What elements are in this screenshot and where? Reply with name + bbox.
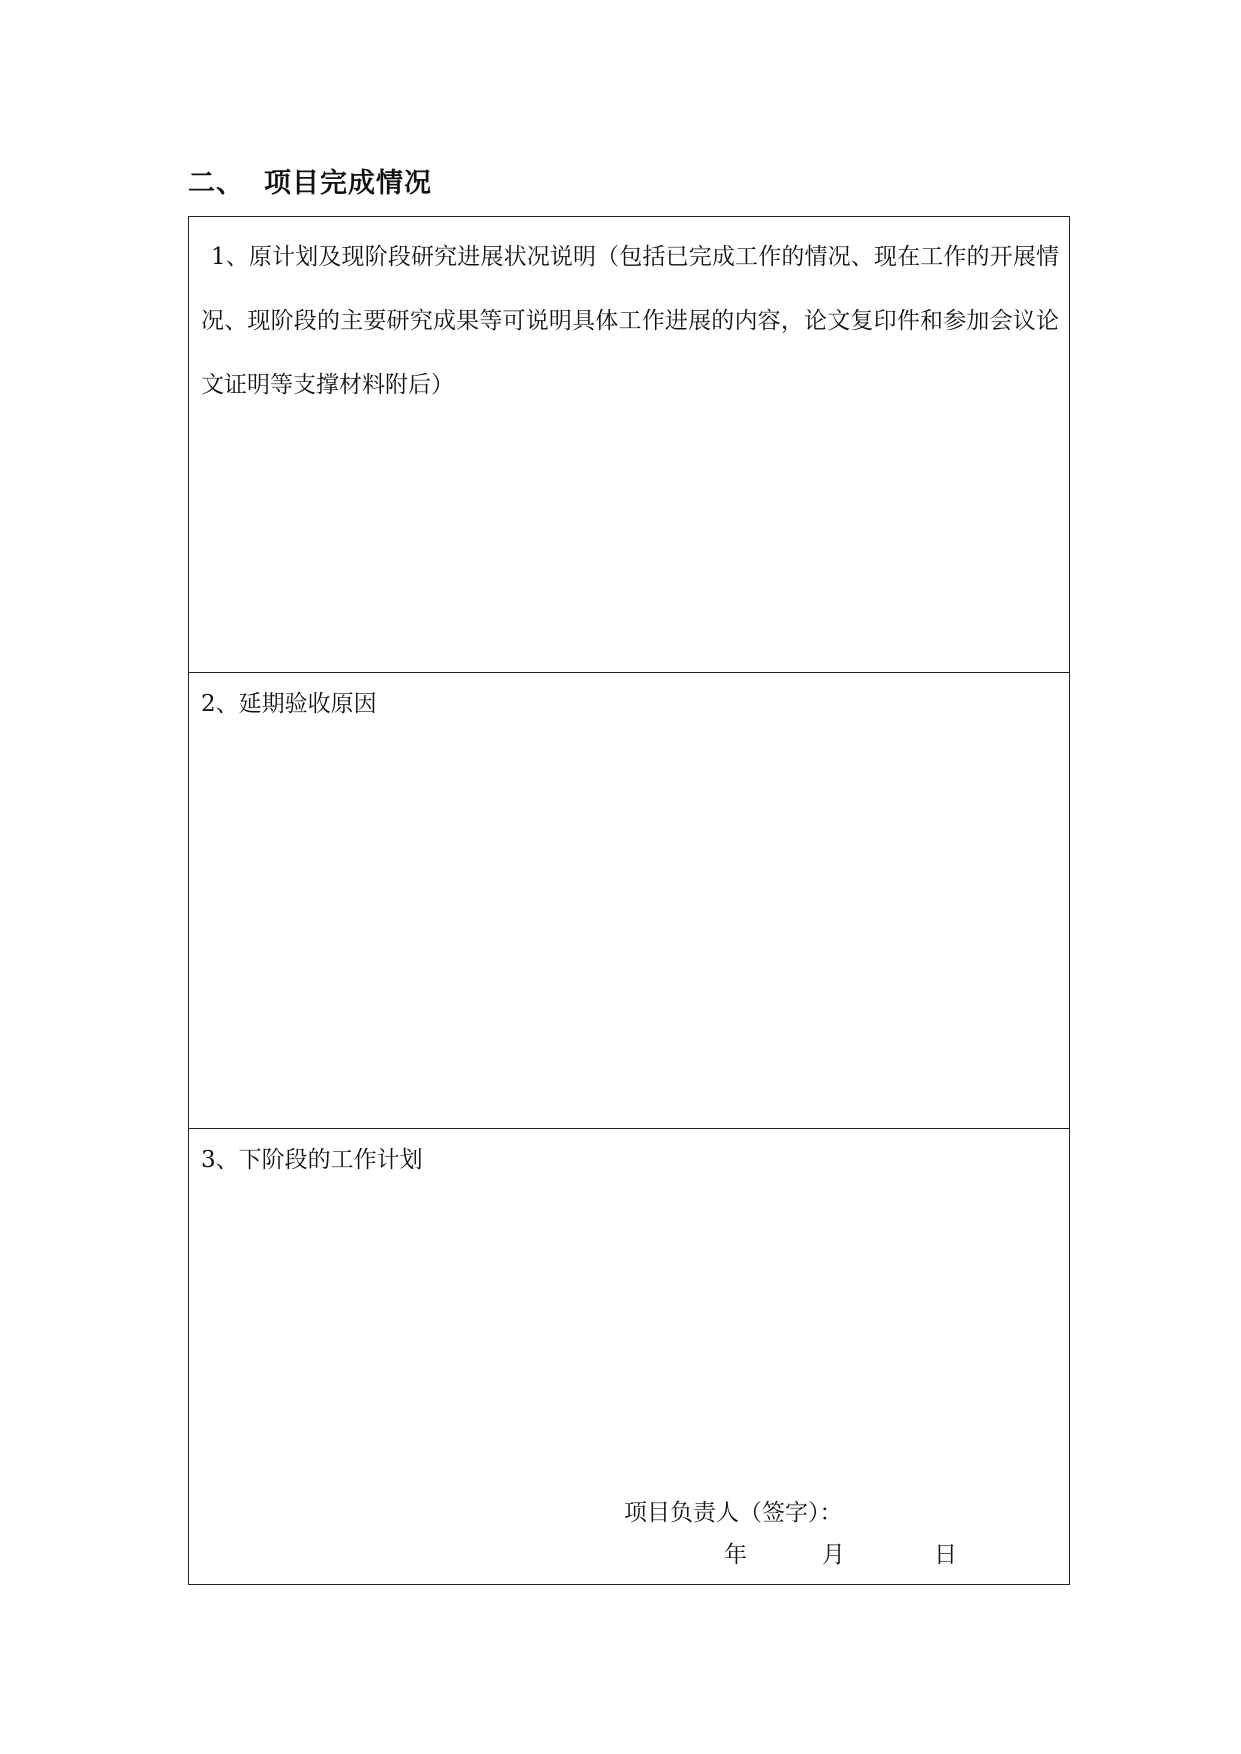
form-row-progress (189, 217, 1070, 673)
form-row-delay (189, 673, 1070, 1129)
progress-form-table (188, 216, 1070, 1585)
date-day-label: 日 (934, 1542, 957, 1568)
delay-reason-label: 2、延期验收原因 (201, 691, 377, 717)
date-month-label: 月 (822, 1542, 845, 1568)
delay-reason-cell[interactable] (189, 673, 1070, 1129)
section-heading (188, 164, 432, 204)
section-number: 二、 (188, 168, 244, 199)
date-year-label: 年 (724, 1542, 747, 1568)
signature-label: 项目负责人（签字）： (624, 1500, 843, 1526)
form-row-plan (189, 1129, 1070, 1585)
progress-description-label: 1、原计划及现阶段研究进展状况说明（包括已完成工作的情况、现在工作的开展情况、现阶段的主要研究成果等可说明具体工作进展的内容，论文复印件和参加会议论文证明等支撑材料附后） (201, 244, 1059, 398)
signature-date (724, 1539, 957, 1571)
section-title: 项目完成情况 (264, 168, 432, 199)
progress-description-cell[interactable] (189, 217, 1070, 673)
next-plan-cell[interactable] (189, 1129, 1070, 1585)
next-plan-label: 3、下阶段的工作计划 (201, 1147, 423, 1173)
